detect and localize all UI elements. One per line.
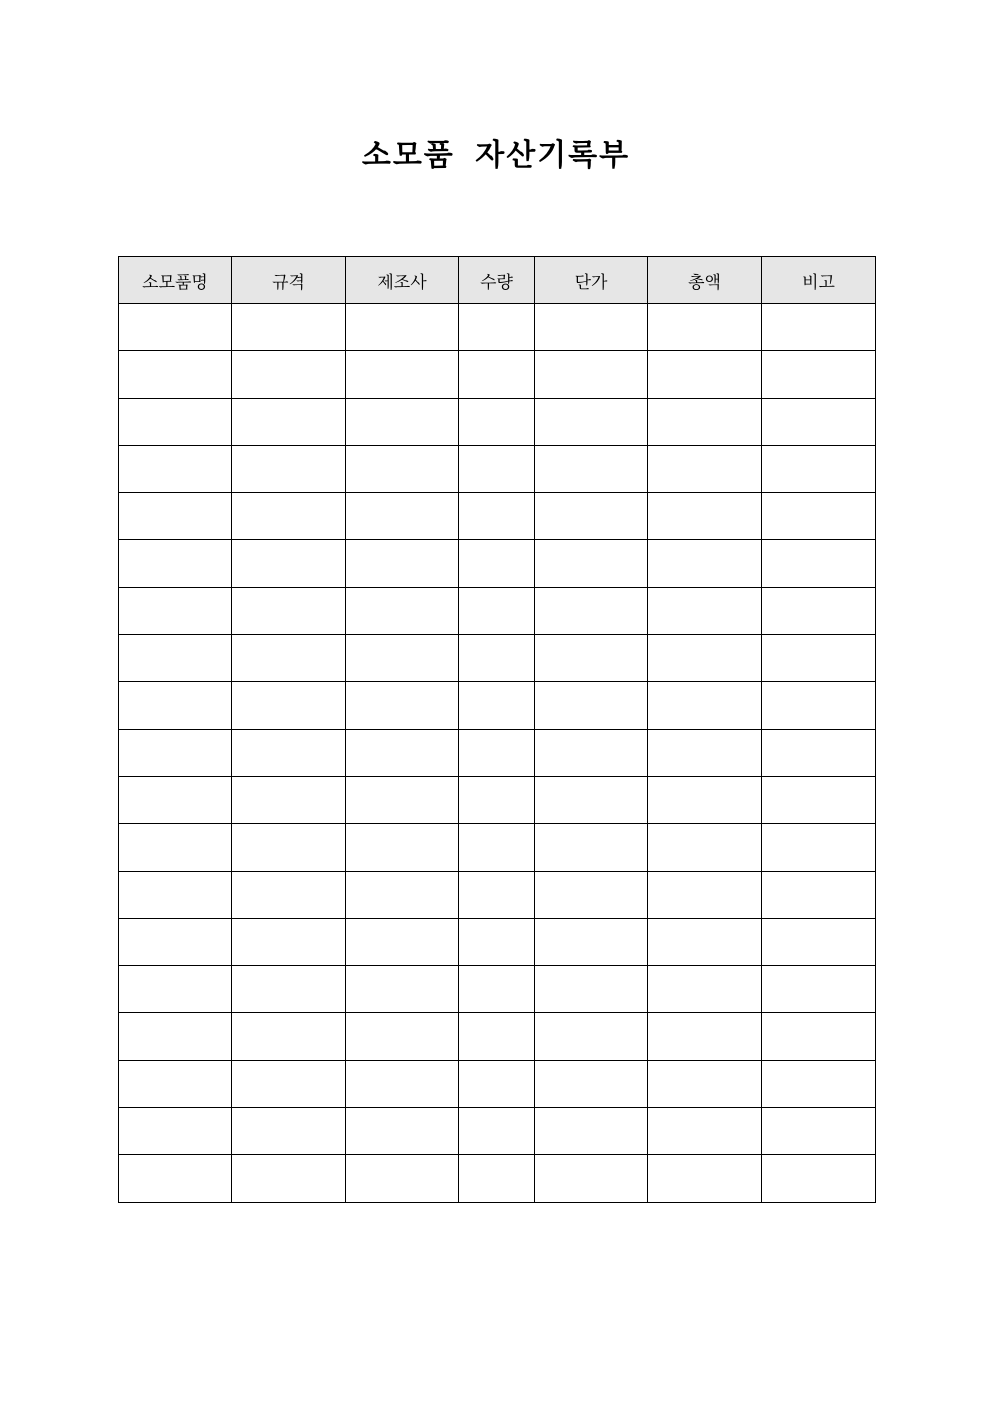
table-cell[interactable] [762,493,876,540]
table-cell[interactable] [459,445,535,492]
table-row [119,540,876,587]
table-cell[interactable] [119,918,232,965]
table-cell[interactable] [459,540,535,587]
table-cell[interactable] [346,729,459,776]
table-cell[interactable] [535,1155,648,1202]
table-cell[interactable] [346,635,459,682]
table-cell[interactable] [232,1108,346,1155]
table-cell[interactable] [459,729,535,776]
table-cell[interactable] [535,587,648,634]
table-cell[interactable] [648,540,762,587]
table-cell[interactable] [346,351,459,398]
table-cell[interactable] [232,493,346,540]
table-row [119,871,876,918]
table-cell[interactable] [232,1013,346,1060]
table-cell[interactable] [346,1013,459,1060]
table-row [119,304,876,351]
table-cell[interactable] [762,351,876,398]
column-header-item-name: 소모품명 [119,257,232,304]
table-row [119,1013,876,1060]
table-cell[interactable] [232,540,346,587]
table-cell[interactable] [232,871,346,918]
table-cell[interactable] [762,1013,876,1060]
table-cell[interactable] [346,1108,459,1155]
column-header-remarks: 비고 [762,257,876,304]
table-cell[interactable] [119,824,232,871]
table-cell[interactable] [535,493,648,540]
table-cell[interactable] [232,966,346,1013]
table-cell[interactable] [119,871,232,918]
table-cell[interactable] [232,1060,346,1107]
table-cell[interactable] [232,824,346,871]
table-cell[interactable] [119,587,232,634]
table-cell[interactable] [762,398,876,445]
table-cell[interactable] [119,398,232,445]
table-cell[interactable] [648,445,762,492]
table-cell[interactable] [648,1060,762,1107]
table-cell[interactable] [648,1013,762,1060]
document-title: 소모품 자산기록부 [361,138,631,173]
table-cell[interactable] [119,729,232,776]
table-cell[interactable] [648,871,762,918]
table-cell[interactable] [346,587,459,634]
table-cell[interactable] [762,966,876,1013]
table-cell[interactable] [535,824,648,871]
table-cell[interactable] [535,1060,648,1107]
table-cell[interactable] [762,824,876,871]
table-cell[interactable] [119,635,232,682]
table-cell[interactable] [459,351,535,398]
table-row [119,493,876,540]
table-row [119,1060,876,1107]
table-row [119,587,876,634]
table-cell[interactable] [648,1108,762,1155]
table-row [119,918,876,965]
table-cell[interactable] [535,1013,648,1060]
table-cell[interactable] [535,918,648,965]
table-cell[interactable] [119,682,232,729]
table-cell[interactable] [648,682,762,729]
table-cell[interactable] [459,1013,535,1060]
table-cell[interactable] [119,1060,232,1107]
table-cell[interactable] [648,1155,762,1202]
table-cell[interactable] [535,729,648,776]
table-cell[interactable] [119,1013,232,1060]
table-cell[interactable] [346,966,459,1013]
table-body [119,304,876,1203]
table-row [119,966,876,1013]
table-cell[interactable] [762,540,876,587]
column-header-quantity: 수량 [459,257,535,304]
table-cell[interactable] [346,398,459,445]
table-cell[interactable] [459,1155,535,1202]
table-cell[interactable] [119,304,232,351]
table-cell[interactable] [119,351,232,398]
table-cell[interactable] [648,966,762,1013]
table-row [119,824,876,871]
table-cell[interactable] [535,635,648,682]
table-cell[interactable] [535,682,648,729]
table-cell[interactable] [762,304,876,351]
column-header-unit-price: 단가 [535,257,648,304]
table-cell[interactable] [232,682,346,729]
table-cell[interactable] [459,1060,535,1107]
table-cell[interactable] [762,1060,876,1107]
table-row [119,682,876,729]
table-cell[interactable] [459,635,535,682]
table-cell[interactable] [535,776,648,823]
table-cell[interactable] [648,918,762,965]
table-row [119,1155,876,1202]
table-cell[interactable] [232,635,346,682]
table-cell[interactable] [648,493,762,540]
table-cell[interactable] [346,776,459,823]
table-cell[interactable] [648,776,762,823]
table-header-row [119,257,876,304]
table-cell[interactable] [762,445,876,492]
table-cell[interactable] [119,1108,232,1155]
table-cell[interactable] [535,398,648,445]
table-cell[interactable] [648,635,762,682]
table-cell[interactable] [762,682,876,729]
table-cell[interactable] [346,540,459,587]
asset-ledger-table [118,256,876,1203]
table-row [119,635,876,682]
table-cell[interactable] [648,304,762,351]
table-cell[interactable] [346,493,459,540]
table-cell[interactable] [648,824,762,871]
table-cell[interactable] [232,351,346,398]
table-cell[interactable] [459,1108,535,1155]
table-cell[interactable] [762,776,876,823]
table-cell[interactable] [119,776,232,823]
table-cell[interactable] [232,587,346,634]
table-cell[interactable] [459,918,535,965]
table-cell[interactable] [346,1155,459,1202]
table-cell[interactable] [459,304,535,351]
table-cell[interactable] [119,540,232,587]
table-row [119,1108,876,1155]
table-cell[interactable] [459,824,535,871]
table-cell[interactable] [119,966,232,1013]
table-cell[interactable] [119,1155,232,1202]
table-cell[interactable] [459,682,535,729]
table-cell[interactable] [648,729,762,776]
column-header-spec: 규격 [232,257,346,304]
table-cell[interactable] [535,966,648,1013]
table-cell[interactable] [762,871,876,918]
table-cell[interactable] [232,398,346,445]
table-cell[interactable] [232,729,346,776]
table-cell[interactable] [119,445,232,492]
table-row [119,445,876,492]
table-cell[interactable] [232,304,346,351]
table-cell[interactable] [762,1108,876,1155]
table-cell[interactable] [232,918,346,965]
table-cell[interactable] [535,540,648,587]
table-row [119,351,876,398]
table-cell[interactable] [346,824,459,871]
table-cell[interactable] [648,398,762,445]
table-cell[interactable] [346,682,459,729]
table-cell[interactable] [459,966,535,1013]
table-cell[interactable] [459,776,535,823]
table-cell[interactable] [346,918,459,965]
table-cell[interactable] [535,445,648,492]
table-cell[interactable] [459,493,535,540]
column-header-total: 총액 [648,257,762,304]
table-cell[interactable] [346,1060,459,1107]
table-cell[interactable] [232,445,346,492]
table-cell[interactable] [346,304,459,351]
table-cell[interactable] [762,729,876,776]
table-cell[interactable] [346,445,459,492]
table-cell[interactable] [762,918,876,965]
table-cell[interactable] [762,635,876,682]
table-row [119,398,876,445]
table-cell[interactable] [232,1155,346,1202]
table-cell[interactable] [346,871,459,918]
table-cell[interactable] [535,871,648,918]
table-cell[interactable] [535,351,648,398]
table-row [119,729,876,776]
table-cell[interactable] [459,871,535,918]
table-cell[interactable] [648,587,762,634]
table-cell[interactable] [648,351,762,398]
table-cell[interactable] [535,1108,648,1155]
table-cell[interactable] [459,587,535,634]
table-cell[interactable] [459,398,535,445]
table-cell[interactable] [762,1155,876,1202]
table-cell[interactable] [119,493,232,540]
table-cell[interactable] [232,776,346,823]
table-cell[interactable] [762,587,876,634]
table-cell[interactable] [535,304,648,351]
column-header-manufacturer: 제조사 [346,257,459,304]
table-row [119,776,876,823]
